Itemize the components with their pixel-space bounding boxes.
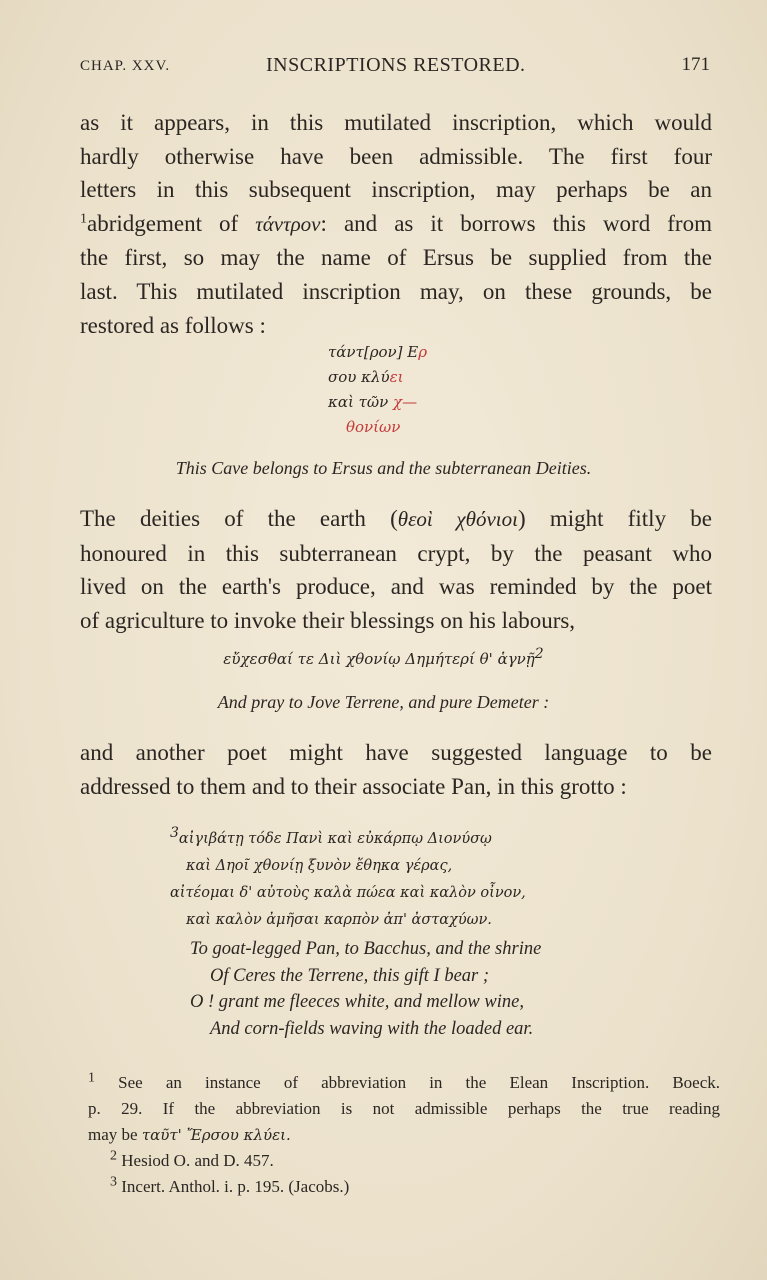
footnote-text: may be: [88, 1125, 142, 1144]
text-line: the first, so may the name of Ersus be supplied from the: [80, 245, 712, 271]
inscription-line: [328, 340, 528, 365]
inscription-translation: This Cave belongs to Ersus and the subterranean Deities.: [175, 458, 592, 478]
footnote-ref: 2: [534, 646, 544, 662]
text-line: [80, 502, 712, 537]
text-line: of agriculture to invoke their blessings on his labours,: [80, 607, 576, 633]
paragraph-2: [80, 502, 712, 637]
english-epigram: [190, 936, 730, 1042]
inscription-line: [328, 390, 528, 415]
text-line: lived on the earth's produce, and was reminded by the poet: [80, 574, 712, 600]
text-segment: ) might fitly be: [517, 506, 712, 531]
page-number: 171: [681, 54, 710, 75]
footnote-1-cont: p. 29. If the abbreviation is not admissible perhaps the true reading: [88, 1099, 720, 1118]
hesiod-verse: [0, 646, 767, 668]
footnote-3: [88, 1174, 720, 1200]
greek-word: ταῦτ' Ἔρσου κλύει.: [141, 1126, 291, 1144]
paragraph-1: [80, 106, 712, 342]
inscription-red: χ—: [393, 393, 418, 411]
poem-line: To goat-legged Pan, to Bacchus, and the shrine: [190, 939, 542, 959]
text-line: addressed to them and to their associate Pan, in this grotto :: [80, 773, 627, 799]
greek-verse-text: εὔχεσθαί τε Διὶ χθονίῳ Δημήτερί θ' ἁγνῇ: [223, 650, 535, 668]
text-segment: : and as it borrows this word from: [320, 210, 712, 236]
text-line: honoured in this subterranean crypt, by the peasant who: [80, 540, 712, 566]
text-line: as it appears, in this mutilated inscription, which would: [80, 110, 712, 135]
chapter-label: CHAP. XXV.: [80, 58, 171, 74]
footnote-text: Incert. Anthol. i. p. 195. (Jacobs.): [121, 1177, 350, 1196]
paragraph-3: [80, 736, 712, 803]
greek-word: τάντρον: [255, 211, 321, 236]
inscription-red: ρ: [418, 343, 428, 361]
greek-word: θεοὶ χθόνιοι: [397, 507, 518, 531]
epigram-text: αἰγιβάτῃ τόδε Πανὶ καὶ εὐκάρπῳ Διονύσῳ: [178, 831, 492, 847]
greek-epigram: [170, 826, 730, 934]
epigram-line: καὶ Δηοῖ χθονίῃ ξυνὸν ἔθηκα γέρας,: [186, 858, 453, 874]
epigram-line: [170, 826, 730, 853]
footnote-ref: 3: [170, 825, 179, 842]
poem-line: O ! grant me fleeces white, and mellow wine,: [190, 992, 524, 1012]
footnotes: [88, 1070, 720, 1200]
restored-inscription: [328, 340, 528, 440]
footnote-1-cont: [88, 1122, 720, 1148]
text-line: restored as follows :: [80, 312, 266, 338]
poem-line: Of Ceres the Terrene, this gift I bear ;: [210, 965, 490, 986]
inscription-red: θονίων: [346, 418, 401, 436]
epigram-line: καὶ καλὸν ἀμῆσαι καρπὸν ἀπ' ἀσταχύων.: [186, 912, 492, 928]
footnote-text: Hesiod O. and D. 457.: [121, 1151, 274, 1170]
verse-translation: And pray to Jove Terrene, and pure Demeter :: [217, 692, 550, 712]
footnote-2: [88, 1148, 720, 1174]
text-line: letters in this subsequent inscription, may perhaps be an: [80, 177, 712, 203]
inscription-black: καὶ τῶν: [328, 393, 394, 411]
text-line: last. This mutilated inscription may, on these grounds, be: [80, 278, 712, 304]
footnote-number: 3: [110, 1174, 117, 1190]
page-title: INSCRIPTIONS RESTORED.: [266, 54, 526, 76]
inscription-black: σου κλύ: [328, 368, 390, 386]
inscription-black: τάντ[ρον] Ε: [328, 343, 419, 361]
text-segment: The deities of the earth (: [80, 506, 398, 531]
text-line: [80, 207, 712, 242]
footnote-number: 2: [110, 1148, 117, 1164]
text-line: hardly otherwise have been admissible. The first four: [80, 143, 712, 169]
epigram-line: αἰτέομαι δ' αὐτοὺς καλὰ πώεα καὶ καλὸν οἶνον,: [170, 885, 526, 901]
inscription-red: ει: [389, 368, 404, 386]
text-segment: abridgement of: [87, 210, 256, 236]
inscription-line: [328, 415, 528, 440]
running-head: [80, 54, 710, 80]
inscription-line: [328, 365, 528, 390]
footnote-1: [88, 1070, 720, 1096]
text-line: and another poet might have suggested language to be: [80, 740, 712, 765]
footnote-number: 1: [88, 1070, 95, 1086]
footnote-ref: 1: [80, 211, 87, 227]
poem-line: And corn-fields waving with the loaded ear.: [210, 1018, 534, 1039]
footnote-text: See an instance of abbreviation in the Elean Inscription. Boeck.: [118, 1073, 720, 1092]
